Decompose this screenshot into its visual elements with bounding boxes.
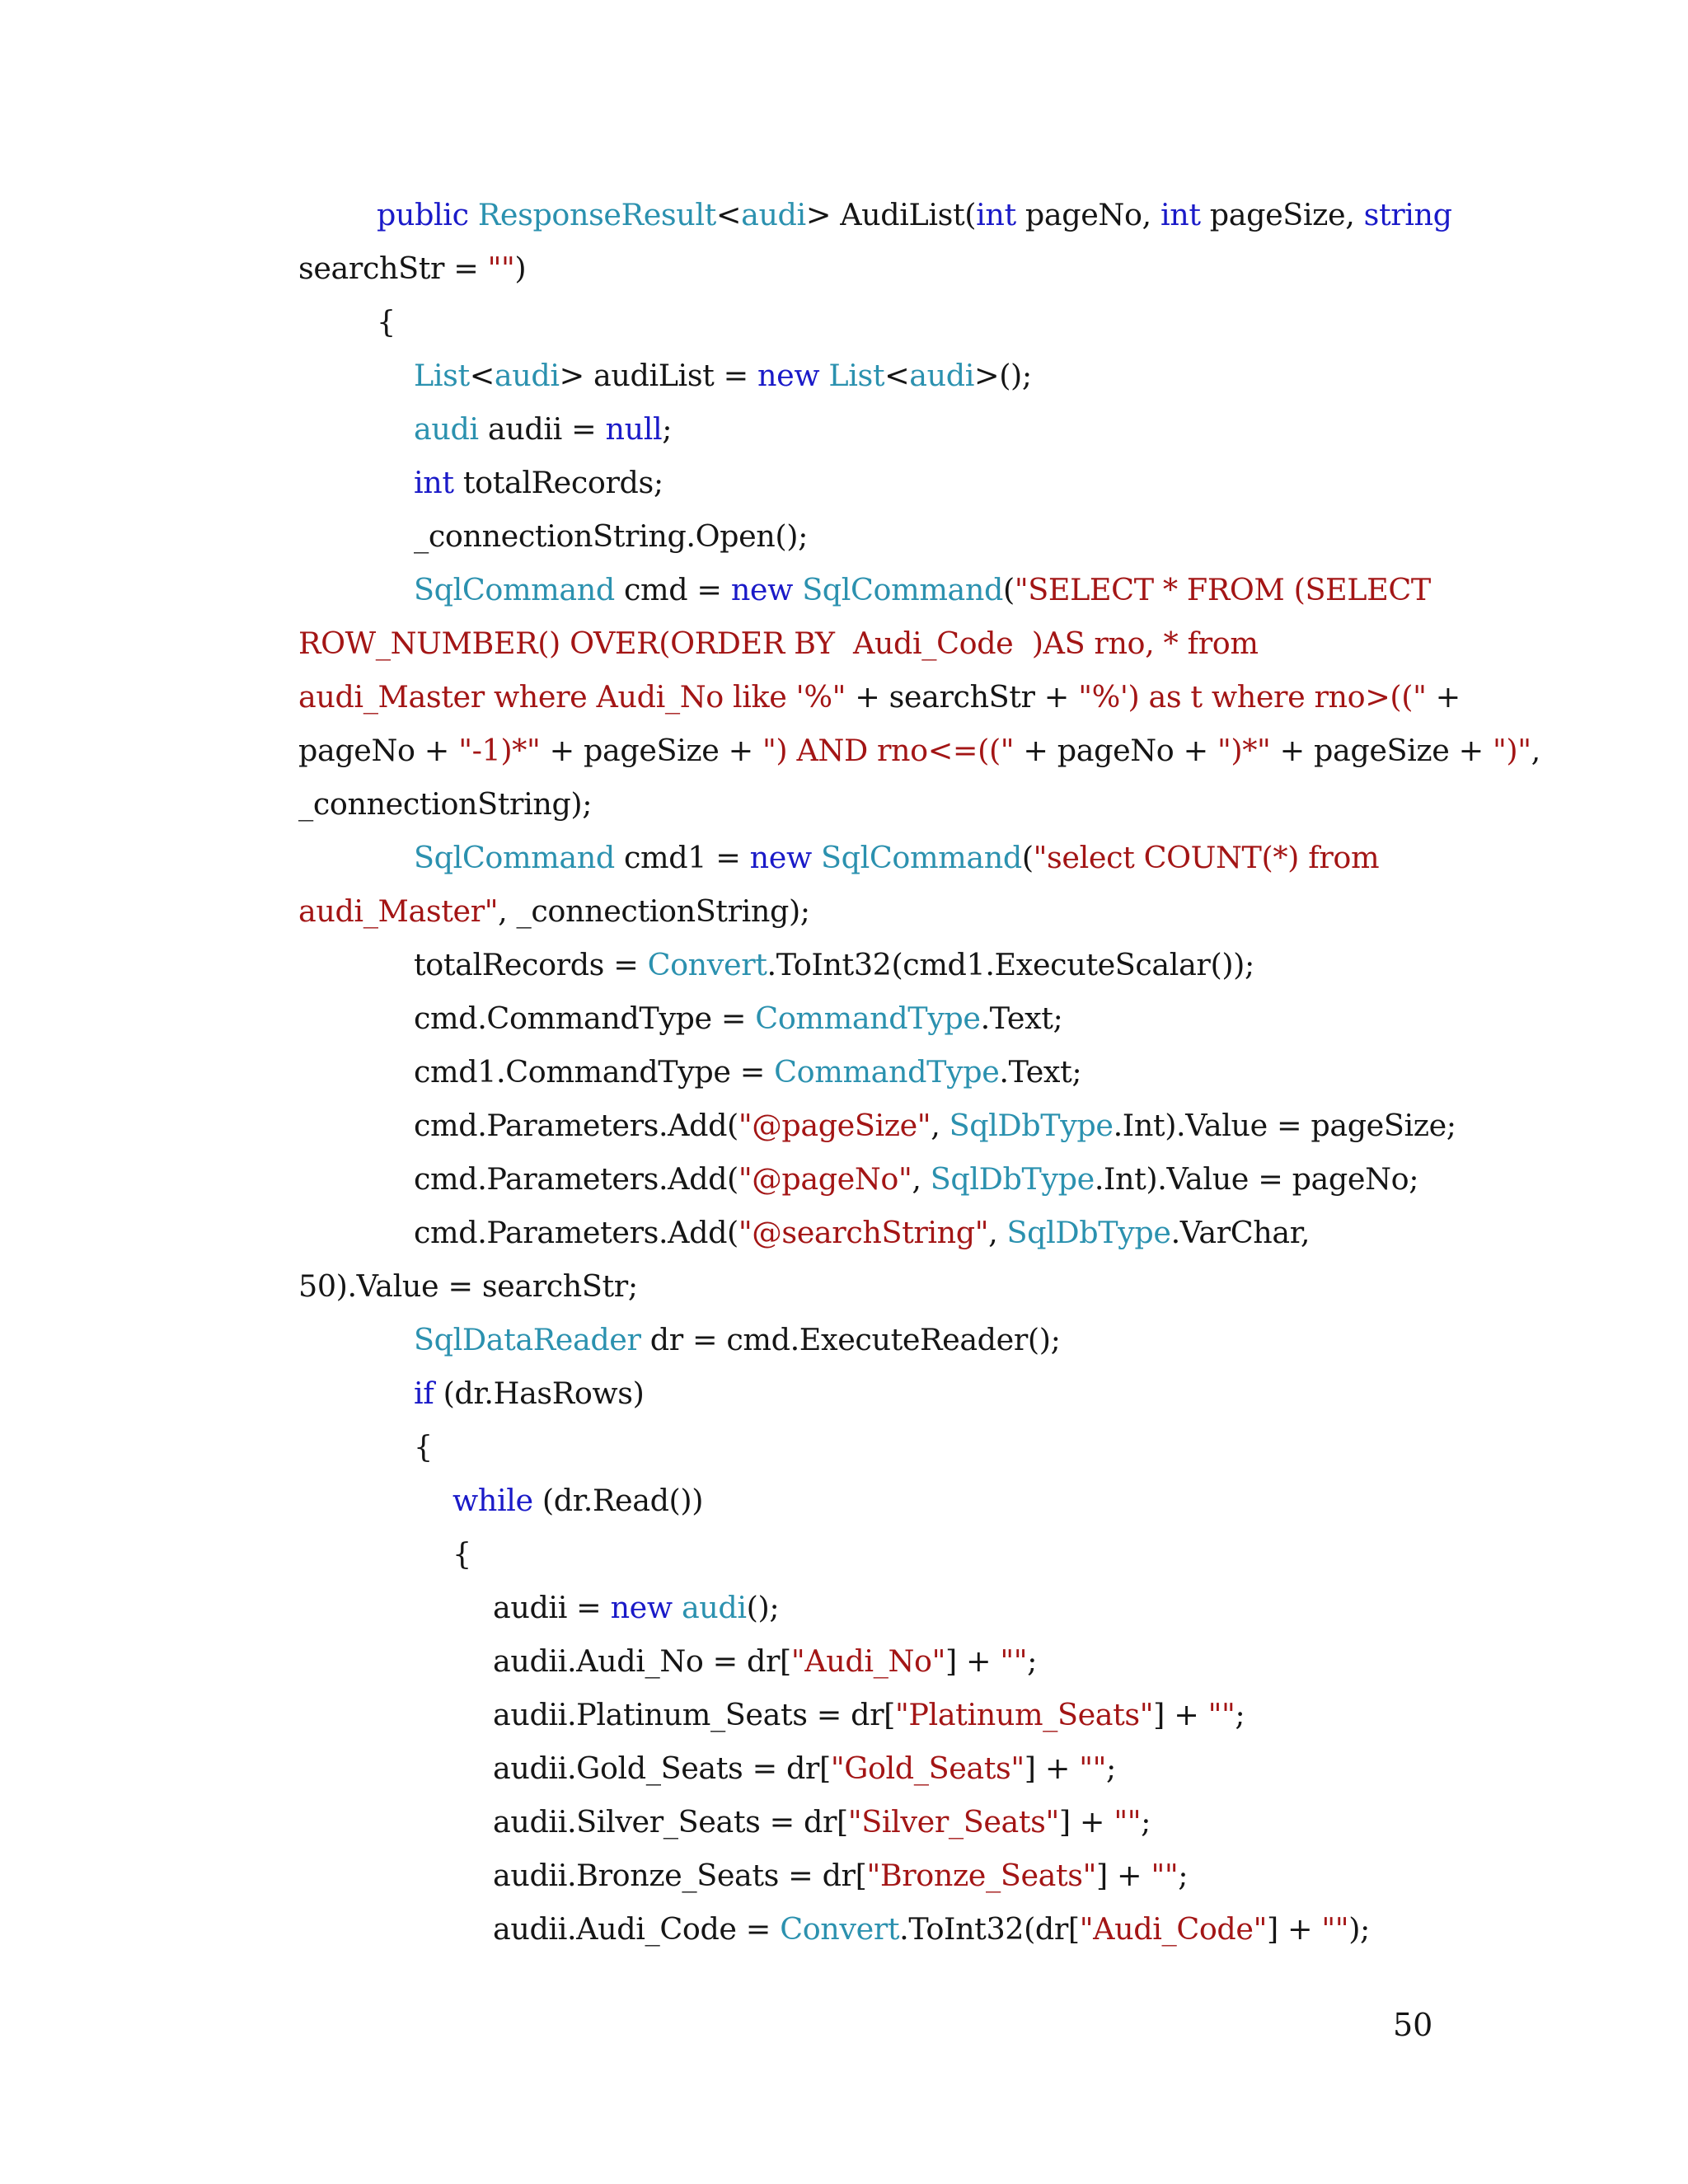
- code-type-name: ResponseResult: [477, 197, 716, 232]
- code-line: [298, 884, 1452, 938]
- code-type-name: audi: [414, 411, 479, 447]
- code-text: ,: [988, 1215, 1007, 1250]
- code-type-name: audi: [494, 358, 560, 393]
- code-type-name: Convert: [780, 1911, 900, 1947]
- code-text: + pageNo +: [1014, 733, 1217, 768]
- code-string-literal: "Platinum_Seats": [895, 1697, 1154, 1732]
- code-text: + searchStr +: [846, 679, 1079, 715]
- code-type-name: SqlCommand: [821, 840, 1022, 875]
- code-string-literal: ")*": [1217, 733, 1271, 768]
- code-text: .Text;: [980, 1001, 1063, 1036]
- code-text: cmd.Parameters.Add(: [414, 1215, 738, 1250]
- code-type-name: SqlDataReader: [414, 1322, 641, 1357]
- code-text: _connectionString.Open();: [414, 518, 808, 554]
- code-string-literal: "@searchString": [738, 1215, 989, 1250]
- code-text: );: [1348, 1911, 1370, 1947]
- code-string-literal: "Gold_Seats": [830, 1750, 1025, 1786]
- code-text: [469, 197, 478, 232]
- code-line: [298, 509, 1452, 563]
- code-text: audii.Gold_Seats = dr[: [493, 1750, 831, 1786]
- code-string-literal: "SELECT * FROM (SELECT: [1014, 572, 1431, 607]
- code-line: [298, 1688, 1452, 1741]
- code-text: (: [1021, 840, 1034, 875]
- code-text: > AudiList(: [805, 197, 977, 232]
- code-text: <: [884, 358, 910, 393]
- code-type-name: SqlCommand: [414, 840, 615, 875]
- code-keyword: if: [414, 1376, 434, 1411]
- code-string-literal: ROW_NUMBER() OVER(ORDER BY Audi_Code )AS rno, * from: [298, 626, 1259, 661]
- code-string-literal: "": [487, 251, 515, 286]
- code-text: dr = cmd.ExecuteReader();: [640, 1322, 1061, 1357]
- code-type-name: audi: [909, 358, 975, 393]
- code-text: [812, 840, 821, 875]
- code-keyword: null: [605, 411, 663, 447]
- code-string-literal: ")": [1493, 733, 1531, 768]
- code-text: [793, 572, 802, 607]
- code-text: ): [514, 251, 527, 286]
- code-text: .Int).Value = pageNo;: [1094, 1161, 1419, 1197]
- code-keyword: string: [1363, 197, 1452, 232]
- code-string-literal: "": [1114, 1804, 1142, 1840]
- code-text: + pageSize +: [540, 733, 763, 768]
- code-text: ();: [746, 1590, 780, 1625]
- code-text: .ToInt32(dr[: [899, 1911, 1080, 1947]
- code-text: searchStr =: [298, 251, 488, 286]
- code-text: <: [469, 358, 495, 393]
- code-line: [298, 456, 1452, 509]
- code-text: audii.Audi_No = dr[: [493, 1643, 791, 1679]
- code-text: ,: [912, 1161, 931, 1197]
- code-string-literal: "%') as t where rno>((": [1078, 679, 1427, 715]
- code-keyword: int: [1160, 197, 1201, 232]
- code-keyword: int: [976, 197, 1016, 232]
- code-line: [298, 1849, 1452, 1902]
- code-text: ;: [1106, 1750, 1116, 1786]
- code-text: audii =: [478, 411, 606, 447]
- code-line: [298, 1259, 1452, 1313]
- code-type-name: SqlDbType: [949, 1108, 1114, 1143]
- code-text: totalRecords =: [414, 947, 648, 982]
- code-keyword: int: [414, 465, 454, 500]
- code-line: [298, 724, 1540, 777]
- code-text: (: [1003, 572, 1015, 607]
- code-type-name: SqlDbType: [1006, 1215, 1171, 1250]
- code-type-name: audi: [741, 197, 806, 232]
- code-text: ] +: [1058, 1804, 1114, 1840]
- code-type-name: List: [828, 358, 885, 393]
- code-text: audii.Audi_Code =: [493, 1911, 781, 1947]
- code-string-literal: "": [1321, 1911, 1349, 1947]
- code-keyword: while: [452, 1483, 533, 1518]
- code-type-name: SqlCommand: [802, 572, 1003, 607]
- code-type-name: CommandType: [755, 1001, 981, 1036]
- code-text: ] +: [945, 1643, 1001, 1679]
- code-listing: [298, 188, 1540, 1956]
- code-line: [298, 1474, 1452, 1527]
- code-type-name: List: [414, 358, 470, 393]
- code-text: audii =: [493, 1590, 611, 1625]
- code-line: [298, 1366, 1452, 1420]
- code-string-literal: "Bronze_Seats": [866, 1858, 1097, 1893]
- code-keyword: new: [749, 840, 812, 875]
- code-text: ,: [931, 1108, 950, 1143]
- code-string-literal: "": [1000, 1643, 1028, 1679]
- page-number: 50: [1393, 2007, 1433, 2043]
- code-text: > audiList =: [559, 358, 758, 393]
- code-text: ;: [662, 411, 673, 447]
- code-string-literal: "": [1151, 1858, 1179, 1893]
- code-type-name: CommandType: [774, 1054, 1000, 1090]
- code-string-literal: "Audi_No": [790, 1643, 945, 1679]
- code-text: <: [715, 197, 742, 232]
- code-text: [819, 358, 828, 393]
- code-string-literal: "-1)*": [458, 733, 541, 768]
- code-line: [298, 1527, 1452, 1581]
- code-keyword: new: [730, 572, 793, 607]
- code-text: ] +: [1153, 1697, 1208, 1732]
- code-text: audii.Bronze_Seats = dr[: [493, 1858, 867, 1893]
- code-text: cmd1 =: [614, 840, 750, 875]
- code-text: (dr.Read()): [532, 1483, 704, 1518]
- code-keyword: new: [757, 358, 820, 393]
- code-text: cmd =: [614, 572, 731, 607]
- code-text: + pageSize +: [1270, 733, 1493, 768]
- code-keyword: public: [377, 197, 469, 232]
- code-text: ] +: [1266, 1911, 1322, 1947]
- code-text: cmd.CommandType =: [414, 1001, 756, 1036]
- code-text: ;: [1235, 1697, 1245, 1732]
- code-text: totalRecords;: [453, 465, 663, 500]
- code-line: [298, 991, 1452, 1045]
- code-string-literal: ") AND rno<=((": [762, 733, 1015, 768]
- code-text: .ToInt32(cmd1.ExecuteScalar());: [767, 947, 1254, 982]
- code-type-name: audi: [681, 1590, 747, 1625]
- code-text: , _connectionString);: [498, 893, 810, 929]
- code-text: {: [414, 1429, 433, 1465]
- code-text: pageSize,: [1200, 197, 1364, 232]
- code-line: [298, 295, 1452, 349]
- code-string-literal: "select COUNT(*) from: [1033, 840, 1380, 875]
- code-text: pageNo,: [1015, 197, 1160, 232]
- code-type-name: SqlDbType: [930, 1161, 1095, 1197]
- code-line: [298, 1795, 1452, 1849]
- code-line: [298, 1099, 1456, 1152]
- code-text: {: [377, 304, 396, 340]
- code-text: (dr.HasRows): [434, 1376, 645, 1411]
- code-text: audii.Platinum_Seats = dr[: [493, 1697, 895, 1732]
- code-text: cmd.Parameters.Add(: [414, 1108, 738, 1143]
- code-line: [298, 241, 1452, 295]
- code-text: 50).Value = searchStr;: [298, 1268, 638, 1304]
- code-line: [298, 1152, 1452, 1206]
- code-string-literal: audi_Master": [298, 893, 499, 929]
- code-line: [298, 670, 1461, 724]
- code-line: [298, 1420, 1452, 1474]
- code-type-name: SqlCommand: [414, 572, 615, 607]
- code-text: .VarChar,: [1170, 1215, 1311, 1250]
- code-string-literal: audi_Master where Audi_No like '%": [298, 679, 846, 715]
- code-line: [298, 1206, 1452, 1259]
- code-text: ] +: [1096, 1858, 1151, 1893]
- code-line: [298, 402, 1452, 456]
- code-line: [298, 1313, 1452, 1366]
- code-text: ;: [1178, 1858, 1189, 1893]
- code-line: [298, 1902, 1452, 1956]
- code-keyword: new: [610, 1590, 673, 1625]
- code-string-literal: "@pageNo": [738, 1161, 912, 1197]
- code-text: .Text;: [999, 1054, 1082, 1090]
- code-string-literal: "": [1207, 1697, 1236, 1732]
- code-line: [298, 938, 1452, 991]
- code-line: [298, 188, 1452, 241]
- code-text: audii.Silver_Seats = dr[: [493, 1804, 848, 1840]
- code-line: [298, 616, 1452, 670]
- code-text: ] +: [1024, 1750, 1080, 1786]
- code-text: {: [452, 1536, 471, 1572]
- code-string-literal: "@pageSize": [738, 1108, 931, 1143]
- code-text: pageNo +: [298, 733, 459, 768]
- code-text: ;: [1027, 1643, 1038, 1679]
- code-text: cmd.Parameters.Add(: [414, 1161, 738, 1197]
- code-line: [298, 1581, 1452, 1634]
- code-type-name: Convert: [647, 947, 767, 982]
- code-line: [298, 777, 1452, 831]
- code-text: ,: [1531, 733, 1540, 768]
- code-text: ;: [1141, 1804, 1151, 1840]
- code-text: +: [1426, 679, 1461, 715]
- code-text: [673, 1590, 682, 1625]
- code-string-literal: "Silver_Seats": [847, 1804, 1059, 1840]
- code-line: [298, 349, 1452, 402]
- code-text: >();: [974, 358, 1032, 393]
- code-text: .Int).Value = pageSize;: [1113, 1108, 1456, 1143]
- code-text: _connectionString);: [298, 786, 593, 822]
- code-line: [298, 1045, 1452, 1099]
- code-line: [298, 831, 1452, 884]
- code-string-literal: "": [1079, 1750, 1106, 1786]
- code-text: cmd1.CommandType =: [414, 1054, 775, 1090]
- code-line: [298, 563, 1452, 616]
- code-line: [298, 1741, 1452, 1795]
- code-string-literal: "Audi_Code": [1079, 1911, 1267, 1947]
- code-line: [298, 1634, 1452, 1688]
